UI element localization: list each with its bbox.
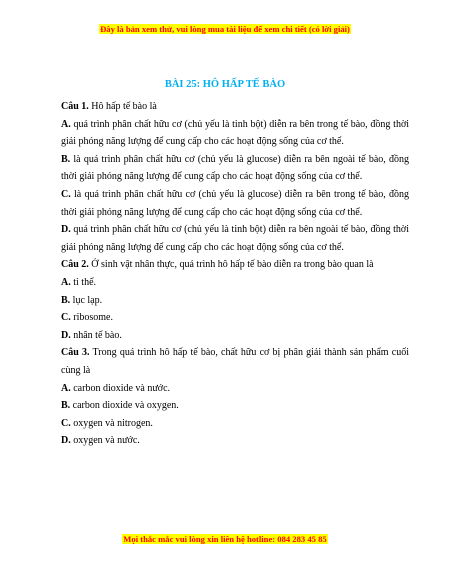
question-text: Hô hấp tế bào là [91,101,157,112]
option-label: A. [61,118,71,130]
lesson-title: BÀI 25: HÔ HẤP TẾ BÀO [164,79,286,90]
hotline-banner [0,533,450,545]
answer-option [61,415,409,433]
question-stem [61,256,409,274]
question-list [61,98,409,450]
answer-option [61,309,409,327]
option-label: B. [61,294,71,306]
option-label: B. [61,400,71,412]
answer-option [61,221,409,256]
question-label: Câu 3. [61,347,90,359]
option-text: là quá trình phân chất hữu cơ (chủ yếu là glucose) diễn ra bên trong tế bào, đồng thời giải phóng năng lượng để cung cấp cho các hoạt động sống của cơ thể. [61,188,409,218]
answer-option [61,432,409,450]
question-stem [61,344,409,379]
question-label: Câu 1. [61,101,89,112]
option-text: oxygen và nước. [73,435,140,447]
option-label: C. [61,188,71,200]
option-label: D. [61,224,71,236]
option-label: B. [61,153,71,165]
option-text: quá trình phân chất hữu cơ (chủ yếu là tinh bột) diễn ra bên ngoài tế bào, đồng thời giải phóng năng lượng để cung cấp cho các hoạt động sống của cơ thể. [61,224,410,253]
option-label: C. [61,417,71,429]
question-text: Trong quá trình hô hấp tế bào, chất hữu cơ bị phân giải thành sản phẩm cuối cùng là [61,347,409,376]
answer-option [61,151,409,186]
answer-option [61,380,409,398]
option-text: quá trình phân chất hữu cơ (chủ yếu là tinh bột) diễn ra bên trong tế bào, đồng thời giải phóng năng lượng để cung cấp cho các hoạt động sống của cơ thể. [61,118,410,148]
hotline-text: Mọi thắc mắc vui lòng xin liên hệ hotline: 084 283 45 85 [123,534,327,544]
question-stem [61,98,409,116]
option-text: carbon dioxide và nước. [73,382,171,394]
option-label: A. [61,276,71,288]
answer-option [61,274,409,292]
question-text: Ở sinh vật nhân thực, quá trình hô hấp tế bào diễn ra trong bào quan là [91,259,374,271]
answer-option [61,327,409,345]
preview-notice-banner [0,23,450,35]
option-label: D. [61,435,71,447]
option-text: lục lạp. [72,294,103,306]
option-label: A. [61,382,71,394]
option-text: nhân tế bào. [73,329,122,341]
option-label: D. [61,329,71,341]
option-text: là quá trình phân chất hữu cơ (chủ yếu là glucose) diễn ra bên ngoài tế bào, đồng thời giải phóng năng lượng để cung cấp cho các hoạt động sống của cơ thể. [61,153,409,183]
option-text: carbon dioxide và oxygen. [72,400,179,412]
preview-notice-text: Đây là bản xem thử, vui lòng mua tài liệu để xem chi tiết (có lời giải) [100,24,350,34]
option-label: C. [61,312,71,324]
option-text: ti thể. [73,276,97,288]
option-text: oxygen và nitrogen. [73,417,153,429]
answer-option [61,292,409,310]
answer-option [61,186,409,221]
option-text: ribosome. [73,312,113,324]
answer-option [61,397,409,415]
question-label: Câu 2. [61,259,89,271]
answer-option [61,116,409,151]
